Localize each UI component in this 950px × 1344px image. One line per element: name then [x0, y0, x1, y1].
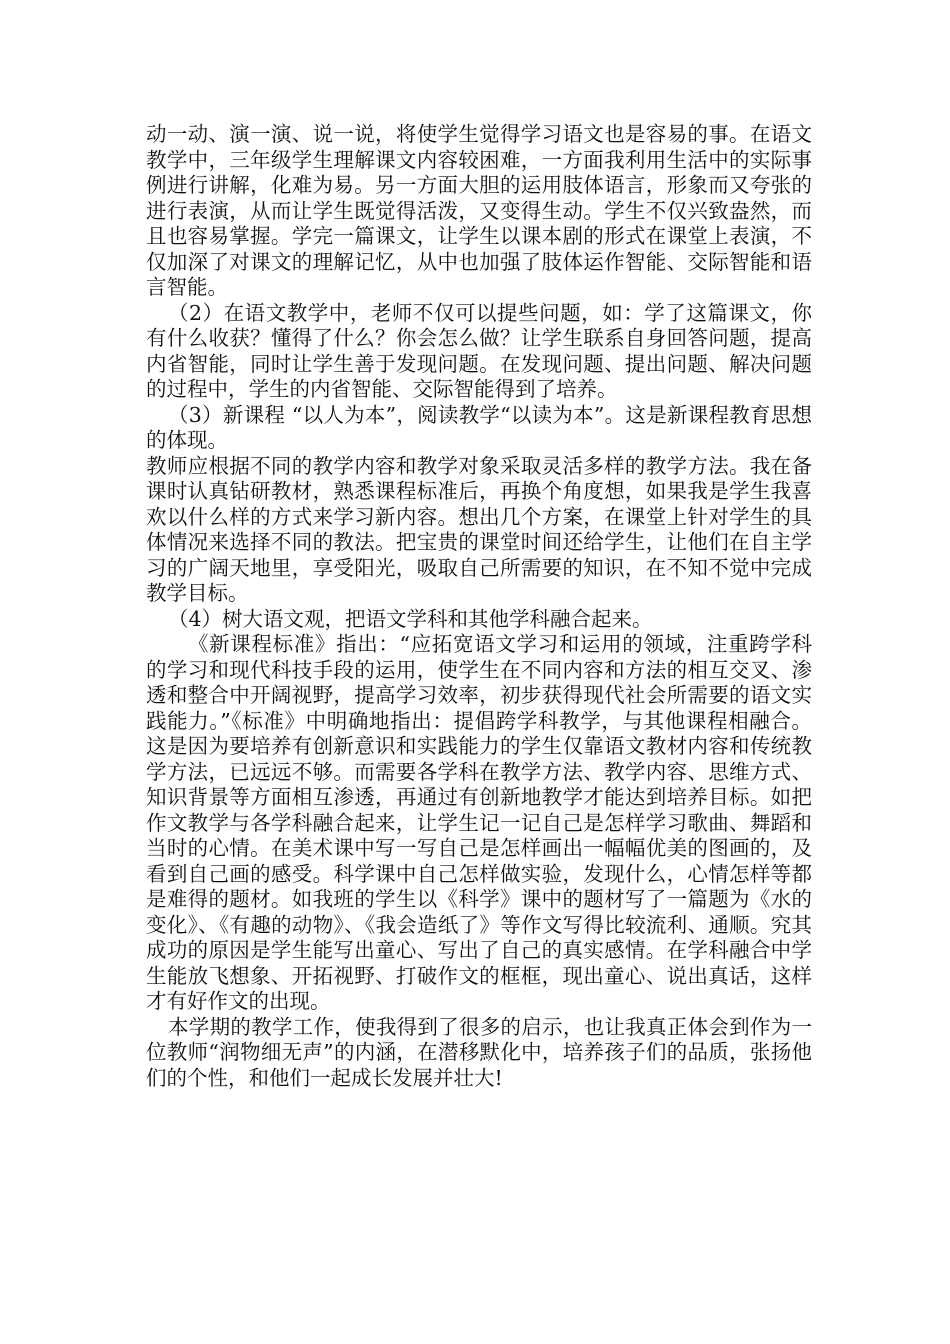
document-body: [146, 122, 812, 1091]
paragraph-conclusion: 本学期的教学工作，使我得到了很多的启示，也让我真正体会到作为一位教师“润物细无声”的内涵，在潜移默化中，培养孩子们的品质，张扬他们的个性，和他们一起成长发展并壮大!: [146, 1014, 812, 1090]
paragraph-intro: 动一动、演一演、说一说，将使学生觉得学习语文也是容易的事。在语文教学中，三年级学生理解课文内容较困难，一方面我利用生活中的实际事例进行讲解，化难为易。另一方面大胆的运用肢体语言，形象而又夸张的进行表演，从而让学生既觉得活泼，又变得生动。学生不仅兴致盎然，而且也容易掌握。学完一篇课文，让学生以课本剧的形式在课堂上表演，不仅加深了对课文的理解记忆，从中也加强了肢体运作智能、交际智能和语言智能。: [146, 122, 812, 299]
paragraph-point-4: （4）树大语文观，把语文学科和其他学科融合起来。: [168, 606, 653, 631]
paragraph-point-3: （3）新课程 “以人为本”，阅读教学“以读为本”。这是新课程教育思想的体现。: [146, 402, 812, 452]
paragraph-point-2: （2）在语文教学中，老师不仅可以提些问题，如：学了这篇课文，你有什么收获？懂得了什么？你会怎么做？让学生联系自身回答问题，提高内省智能，同时让学生善于发现问题。在发现问题、提出问题、解决问题的过程中，学生的内省智能、交际智能得到了培养。: [146, 300, 812, 401]
paragraph-curriculum-standard: 《新课程标准》指出：“应拓宽语文学习和运用的领域，注重跨学科的学习和现代科技手段的运用，使学生在不同内容和方法的相互交叉、渗透和整合中开阔视野，提高学习效率，初步获得现代社会所需要的语文实践能力。”《标准》中明确地指出：提倡跨学科教学，与其他课程相融合。这是因为要培养有创新意识和实践能力的学生仅靠语文教材内容和传统教学方法，已远远不够。而需要各学科在教学方法、教学内容、思维方式、知识背景等方面相互渗透，再通过有创新地教学才能达到培养目标。如把作文教学与各学科融合起来，让学生记一记自己是怎样学习歌曲、舞蹈和当时的心情。在美术课中写一写自己是怎样画出一幅幅优美的图画的，及看到自己画的感受。科学课中自己怎样做实验，发现什么，心情怎样等都是难得的题材。如我班的学生以《科学》课中的题材写了一篇题为《水的变化》、《有趣的动物》、《我会造纸了》等作文写得比较流利、通顺。究其成功的原因是学生能写出童心、写出了自己的真实感情。在学科融合中学生能放飞想象、开拓视野、打破作文的框框，现出童心、说出真话，这样才有好作文的出现。: [146, 632, 812, 1013]
paragraph-teaching-methods: 教师应根据不同的教学内容和教学对象采取灵活多样的教学方法。我在备课时认真钻研教材，熟悉课程标准后，再换个角度想，如果我是学生我喜欢以什么样的方式来学习新内容。想出几个方案，在课堂上针对学生的具体情况来选择不同的教法。把宝贵的课堂时间还给学生，让他们在自主学习的广阔天地里，享受阳光，吸取自己所需要的知识，在不知不觉中完成教学目标。: [146, 453, 812, 605]
